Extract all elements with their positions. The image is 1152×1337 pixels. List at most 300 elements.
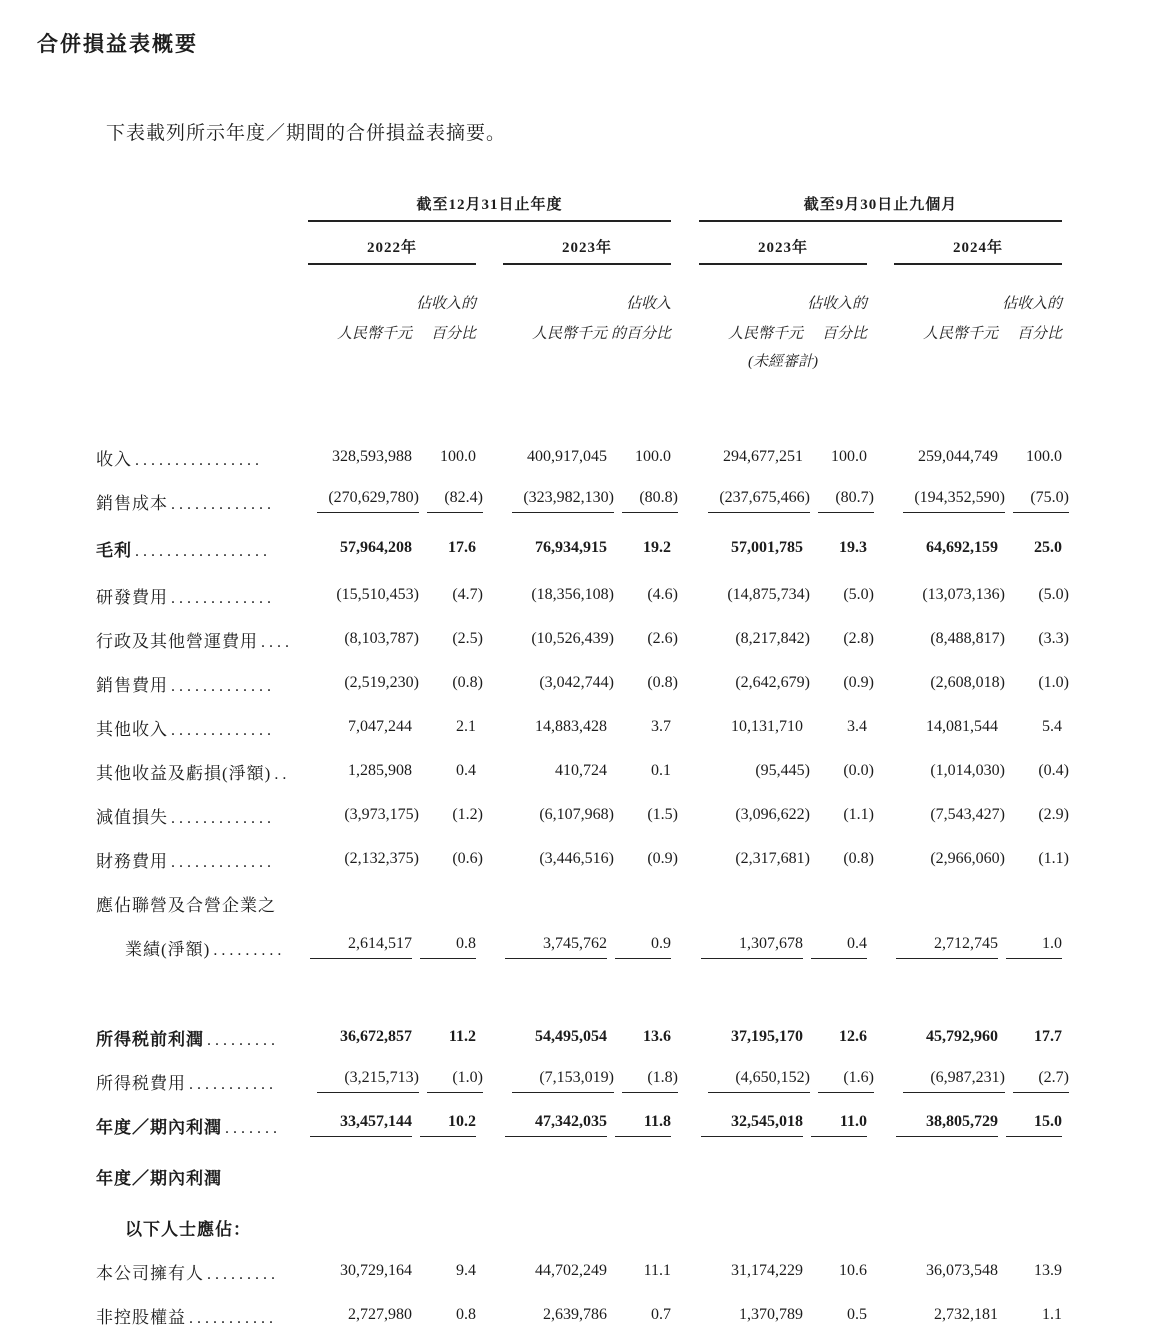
value-cell xyxy=(699,925,803,969)
year-header-row xyxy=(96,221,1062,264)
cell-value: (0.8) xyxy=(843,850,874,867)
column-gap xyxy=(476,881,503,925)
cell-value: 1,370,789 xyxy=(739,1306,803,1323)
column-gap xyxy=(476,705,503,749)
percent-cell xyxy=(803,523,867,573)
percent-cell xyxy=(803,617,874,661)
cell-value: (270,629,780) xyxy=(317,489,419,513)
cell-value: (5.0) xyxy=(843,586,874,603)
cell-value: (4.6) xyxy=(647,586,678,603)
value-cell xyxy=(699,661,810,705)
cell-value: 15.0 xyxy=(1006,1113,1062,1137)
percent-cell xyxy=(998,1103,1062,1147)
cell-value: (4.7) xyxy=(452,586,483,603)
percent-cell xyxy=(607,573,678,617)
percent-cell xyxy=(998,705,1062,749)
cell-value: (82.4) xyxy=(427,489,483,513)
value-cell xyxy=(308,881,412,925)
value-cell xyxy=(894,837,1005,881)
column-gap xyxy=(867,925,894,969)
cell-value: (80.7) xyxy=(818,489,874,513)
percent-cell xyxy=(412,925,476,969)
cell-value: (1.1) xyxy=(843,806,874,823)
percent-cell xyxy=(998,1059,1069,1103)
cell-value: (75.0) xyxy=(1013,489,1069,513)
percent-cell xyxy=(412,523,476,573)
percent-cell xyxy=(998,661,1069,705)
percent-cell xyxy=(412,1249,476,1293)
percent-cell xyxy=(412,837,483,881)
pct-header-line1: 佔收入的 xyxy=(415,296,476,312)
cell-value: (0.6) xyxy=(452,850,483,867)
cell-value: 7,047,244 xyxy=(348,718,412,735)
cell-value: 30,729,164 xyxy=(340,1262,412,1279)
value-cell xyxy=(308,793,419,837)
value-cell xyxy=(308,573,419,617)
cell-value: (18,356,108) xyxy=(531,586,614,603)
header-bottom-spacer xyxy=(96,377,1062,435)
column-gap xyxy=(867,435,894,479)
table-row xyxy=(96,837,1062,881)
percent-cell xyxy=(607,523,671,573)
percent-cell xyxy=(412,1293,476,1337)
group-gap xyxy=(671,1249,699,1293)
group-gap xyxy=(671,185,699,221)
dot-leader: ....... xyxy=(225,1119,281,1137)
row-label xyxy=(96,749,308,793)
cell-value: (1.8) xyxy=(622,1069,678,1093)
row-label-text: 以下人士應佔： xyxy=(125,1219,251,1239)
cell-value: 0.9 xyxy=(615,935,671,959)
row-label xyxy=(96,435,308,479)
value-cell xyxy=(894,1147,998,1205)
cell-value: (2.7) xyxy=(1013,1069,1069,1093)
percent-cell xyxy=(607,1293,671,1337)
cell-value: (1.0) xyxy=(427,1069,483,1093)
cell-value: (4,650,152) xyxy=(708,1069,810,1093)
value-cell xyxy=(699,881,803,925)
value-cell xyxy=(503,1249,607,1293)
dot-leader: ............. xyxy=(171,589,275,607)
cell-value: 14,081,544 xyxy=(926,718,998,735)
column-gap xyxy=(476,221,503,264)
cell-value: 100.0 xyxy=(440,448,476,465)
cell-value: (1.0) xyxy=(1038,674,1069,691)
row-label xyxy=(96,1249,308,1293)
value-cell xyxy=(894,1103,998,1147)
value-cell xyxy=(308,1147,412,1205)
table-row xyxy=(96,881,1062,925)
value-cell xyxy=(894,573,1005,617)
row-label-text: 銷售費用 xyxy=(96,675,168,695)
percent-cell xyxy=(803,1293,867,1337)
percent-cell xyxy=(803,1205,867,1249)
value-cell xyxy=(503,479,614,523)
percent-cell xyxy=(412,881,476,925)
dot-leader: ................ xyxy=(135,451,263,469)
column-gap xyxy=(476,1103,503,1147)
dot-leader: ............. xyxy=(171,721,275,739)
cell-value: 1,285,908 xyxy=(348,762,412,779)
percent-cell xyxy=(803,435,867,479)
percent-cell xyxy=(803,749,874,793)
table-row xyxy=(96,793,1062,837)
percent-cell xyxy=(607,1015,671,1059)
value-cell xyxy=(503,837,614,881)
cell-value: 100.0 xyxy=(1026,448,1062,465)
column-gap xyxy=(476,1147,503,1205)
group-gap xyxy=(671,343,699,377)
percent-cell xyxy=(412,1103,476,1147)
value-cell xyxy=(894,881,998,925)
value-cell xyxy=(503,1147,607,1205)
cell-value: 17.7 xyxy=(1034,1028,1062,1045)
cell-value: (3,042,744) xyxy=(539,674,614,691)
column-gap xyxy=(476,313,503,343)
value-cell xyxy=(894,793,1005,837)
header-spacer xyxy=(96,185,308,221)
cell-value: (6,107,968) xyxy=(539,806,614,823)
value-cell xyxy=(699,793,810,837)
header-spacer xyxy=(96,313,308,343)
cell-value: (2,519,230) xyxy=(344,674,419,691)
cell-value: (13,073,136) xyxy=(922,586,1005,603)
group-gap xyxy=(671,705,699,749)
year-header-2023: 2023年 xyxy=(503,221,671,264)
percent-cell xyxy=(607,661,678,705)
percent-cell xyxy=(607,793,678,837)
cell-value: 10.2 xyxy=(420,1113,476,1137)
column-gap xyxy=(476,523,503,573)
cell-value: 0.4 xyxy=(811,935,867,959)
cell-value: 0.1 xyxy=(651,762,671,779)
table-row xyxy=(96,1205,1062,1249)
period-group-annual: 截至12月31日止年度 xyxy=(308,185,671,221)
row-label-text: 減值損失 xyxy=(96,807,168,827)
percent-cell xyxy=(607,479,678,523)
value-cell xyxy=(308,1103,412,1147)
cell-value: 11.2 xyxy=(448,1028,476,1045)
cell-value: 25.0 xyxy=(1034,539,1062,556)
cell-value: 100.0 xyxy=(831,448,867,465)
value-cell xyxy=(503,661,614,705)
cell-value: 57,001,785 xyxy=(731,539,803,556)
cell-value: (2.9) xyxy=(1038,806,1069,823)
row-label xyxy=(96,573,308,617)
group-gap xyxy=(671,1293,699,1337)
table-row xyxy=(96,1103,1062,1147)
value-cell xyxy=(894,479,1005,523)
percent-cell xyxy=(412,749,476,793)
cell-value: 3.4 xyxy=(847,718,867,735)
value-cell xyxy=(503,617,614,661)
cell-value: (194,352,590) xyxy=(903,489,1005,513)
value-cell xyxy=(699,1249,803,1293)
column-gap xyxy=(476,1015,503,1059)
cell-value: 0.8 xyxy=(420,935,476,959)
rmb-header: 人民幣千元 xyxy=(922,326,998,342)
value-cell xyxy=(699,1059,810,1103)
value-cell xyxy=(894,749,1005,793)
value-cell xyxy=(503,1059,614,1103)
percent-cell xyxy=(412,573,483,617)
percent-cell xyxy=(607,617,678,661)
row-label-text: 本公司擁有人 xyxy=(96,1263,204,1283)
column-gap xyxy=(476,264,503,313)
row-label xyxy=(96,1205,308,1249)
dot-leader: ............. xyxy=(171,677,275,695)
value-cell xyxy=(699,749,810,793)
cell-value: (7,153,019) xyxy=(512,1069,614,1093)
cell-value: (6,987,231) xyxy=(903,1069,1005,1093)
cell-value: 3,745,762 xyxy=(505,935,607,959)
cell-value: 19.3 xyxy=(839,539,867,556)
table-row xyxy=(96,1293,1062,1337)
subheader-row-2 xyxy=(96,313,1062,343)
group-gap xyxy=(671,1103,699,1147)
row-label-text: 銷售成本 xyxy=(96,493,168,513)
percent-cell xyxy=(607,1249,671,1293)
percent-cell xyxy=(412,661,483,705)
value-cell xyxy=(503,705,607,749)
spacer-cell xyxy=(96,969,1062,1015)
column-gap xyxy=(867,1015,894,1059)
percent-cell xyxy=(998,1249,1062,1293)
cell-value: 3.7 xyxy=(651,718,671,735)
value-cell xyxy=(308,1249,412,1293)
row-label xyxy=(96,479,308,523)
cell-value: (1.1) xyxy=(1038,850,1069,867)
row-label xyxy=(96,881,308,925)
cell-value: (0.8) xyxy=(647,674,678,691)
cell-value: 64,692,159 xyxy=(926,539,998,556)
value-cell xyxy=(699,1015,803,1059)
cell-value: (3,096,622) xyxy=(735,806,810,823)
value-cell xyxy=(699,705,803,749)
row-label xyxy=(96,793,308,837)
cell-value: 5.4 xyxy=(1042,718,1062,735)
row-label-text: 業績(淨額) xyxy=(125,939,211,959)
intro-text: 下表載列所示年度／期間的合併損益表摘要。 xyxy=(106,123,507,144)
percent-cell xyxy=(607,435,671,479)
cell-value: (5.0) xyxy=(1038,586,1069,603)
percent-cell xyxy=(803,1103,867,1147)
table-row xyxy=(96,1147,1062,1205)
value-cell xyxy=(308,617,419,661)
cell-value: (2.8) xyxy=(843,630,874,647)
year-header-2022: 2022年 xyxy=(308,221,476,264)
percent-cell xyxy=(998,925,1062,969)
value-cell xyxy=(699,479,810,523)
percent-cell xyxy=(998,837,1069,881)
cell-value: 19.2 xyxy=(643,539,671,556)
row-label-text: 其他收益及虧損(淨額) xyxy=(96,763,272,783)
column-gap xyxy=(867,313,894,343)
value-cell xyxy=(699,1205,803,1249)
cell-value: (2,642,679) xyxy=(735,674,810,691)
row-label-text: 財務費用 xyxy=(96,851,168,871)
cell-value: 259,044,749 xyxy=(918,448,998,465)
period-group-header-row xyxy=(96,185,1062,221)
percent-cell xyxy=(607,749,671,793)
cell-value: 2,727,980 xyxy=(348,1306,412,1323)
row-label-text: 年度／期內利潤 xyxy=(96,1117,222,1137)
value-cell xyxy=(503,881,607,925)
value-cell xyxy=(308,1015,412,1059)
column-gap xyxy=(867,881,894,925)
group-gap xyxy=(671,1205,699,1249)
percent-cell xyxy=(803,837,874,881)
pct-header-line2: 百分比 xyxy=(430,326,476,342)
cell-value: (237,675,466) xyxy=(708,489,810,513)
cell-value: 2.1 xyxy=(456,718,476,735)
cell-value: 2,712,745 xyxy=(896,935,998,959)
percent-cell xyxy=(803,705,867,749)
percent-cell xyxy=(803,1249,867,1293)
subheader-row-1 xyxy=(96,264,1062,313)
column-gap xyxy=(867,221,894,264)
income-statement-table xyxy=(96,185,1069,1337)
percent-cell xyxy=(803,661,874,705)
group-gap xyxy=(671,1015,699,1059)
value-cell xyxy=(894,435,998,479)
percent-cell xyxy=(803,793,874,837)
pct-header-line2: 的百分比 xyxy=(610,326,671,342)
percent-cell xyxy=(412,1205,476,1249)
row-label-text: 非控股權益 xyxy=(96,1307,186,1327)
cell-value: 36,672,857 xyxy=(340,1028,412,1045)
column-gap xyxy=(476,1293,503,1337)
cell-value: (2.6) xyxy=(647,630,678,647)
value-cell xyxy=(699,1103,803,1147)
row-label xyxy=(96,837,308,881)
cell-value: 76,934,915 xyxy=(535,539,607,556)
value-cell xyxy=(894,1059,1005,1103)
cell-value: 328,593,988 xyxy=(332,448,412,465)
value-cell xyxy=(894,1293,998,1337)
column-gap xyxy=(867,1205,894,1249)
value-cell xyxy=(503,1293,607,1337)
group-gap xyxy=(671,313,699,343)
value-cell xyxy=(308,661,419,705)
rmb-header: 人民幣千元 xyxy=(336,326,412,342)
percent-cell xyxy=(607,925,671,969)
cell-value: (1.6) xyxy=(818,1069,874,1093)
cell-value: (0.8) xyxy=(452,674,483,691)
table-row xyxy=(96,925,1062,969)
percent-cell xyxy=(998,573,1069,617)
table-row xyxy=(96,479,1062,523)
group-gap xyxy=(671,523,699,573)
row-label xyxy=(96,1103,308,1147)
row-label-text: 所得税前利潤 xyxy=(96,1029,204,1049)
column-gap xyxy=(867,264,894,313)
value-cell xyxy=(699,617,810,661)
cell-value: 47,342,035 xyxy=(505,1113,607,1137)
cell-value: 17.6 xyxy=(448,539,476,556)
header-spacer xyxy=(96,343,308,377)
percent-cell xyxy=(998,1147,1062,1205)
cell-value: (0.9) xyxy=(647,850,678,867)
percent-cell xyxy=(998,881,1062,925)
column-gap xyxy=(867,1249,894,1293)
percent-cell xyxy=(607,1059,678,1103)
percent-cell xyxy=(803,573,874,617)
percent-cell xyxy=(998,1293,1062,1337)
group-gap xyxy=(671,881,699,925)
group-gap xyxy=(671,925,699,969)
row-label xyxy=(96,661,308,705)
table-row xyxy=(96,435,1062,479)
cell-value: (2,132,375) xyxy=(344,850,419,867)
column-gap xyxy=(867,1103,894,1147)
cell-value: (2,317,681) xyxy=(735,850,810,867)
cell-value: (14,875,734) xyxy=(727,586,810,603)
row-label xyxy=(96,1147,308,1205)
value-cell xyxy=(308,705,412,749)
cell-value: 0.8 xyxy=(456,1306,476,1323)
value-cell xyxy=(894,1249,998,1293)
dot-leader: ......... xyxy=(207,1031,279,1049)
value-cell xyxy=(503,573,614,617)
cell-value: 36,073,548 xyxy=(926,1262,998,1279)
value-cell xyxy=(699,523,803,573)
dot-leader: ............. xyxy=(171,495,275,513)
table-row xyxy=(96,1059,1062,1103)
cell-value: 100.0 xyxy=(635,448,671,465)
rmb-header: 人民幣千元 xyxy=(531,326,607,342)
group-gap xyxy=(671,264,699,313)
pct-header-line2: 百分比 xyxy=(1016,326,1062,342)
cell-value: 400,917,045 xyxy=(527,448,607,465)
cell-value: (3,215,713) xyxy=(317,1069,419,1093)
column-gap xyxy=(867,1147,894,1205)
percent-cell xyxy=(607,881,671,925)
row-label-text: 毛利 xyxy=(96,540,132,560)
cell-value: (8,488,817) xyxy=(930,630,1005,647)
cell-value: 11.0 xyxy=(811,1113,867,1137)
value-cell xyxy=(503,1015,607,1059)
cell-value: (95,445) xyxy=(755,762,810,779)
cell-value: 2,614,517 xyxy=(310,935,412,959)
percent-cell xyxy=(412,435,476,479)
dot-leader: ............. xyxy=(171,853,275,871)
cell-value: 38,805,729 xyxy=(896,1113,998,1137)
percent-cell xyxy=(998,617,1069,661)
value-cell xyxy=(308,1205,412,1249)
dot-leader: ......... xyxy=(207,1265,279,1283)
cell-value: (1.2) xyxy=(452,806,483,823)
row-label xyxy=(96,925,308,969)
dot-leader: ........... xyxy=(189,1075,277,1093)
row-label-text: 年度／期內利潤 xyxy=(96,1168,222,1188)
cell-value: (0.0) xyxy=(843,762,874,779)
year-header-2024: 2024年 xyxy=(894,221,1062,264)
cell-value: (8,217,842) xyxy=(735,630,810,647)
percent-cell xyxy=(412,793,483,837)
year-header-2023-9m: 2023年 xyxy=(699,221,867,264)
table-body xyxy=(96,435,1069,1337)
percent-cell xyxy=(412,1059,483,1103)
value-cell xyxy=(308,749,412,793)
percent-cell xyxy=(607,837,678,881)
table-row xyxy=(96,573,1062,617)
cell-value: 11.1 xyxy=(643,1262,671,1279)
cell-value: (8,103,787) xyxy=(344,630,419,647)
table-row xyxy=(96,617,1062,661)
cell-value: 294,677,251 xyxy=(723,448,803,465)
percent-cell xyxy=(998,749,1069,793)
